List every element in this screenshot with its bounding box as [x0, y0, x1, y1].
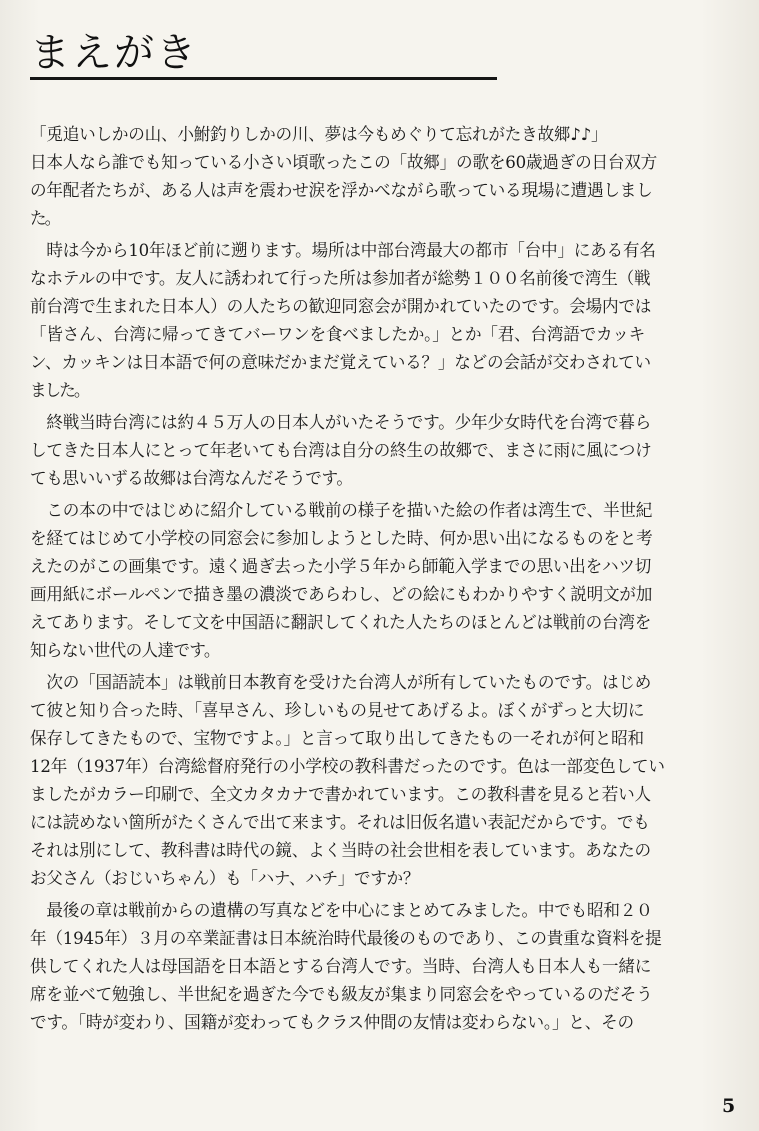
- title-underline: [30, 77, 497, 80]
- paragraph: [30, 408, 730, 492]
- paragraph: [30, 120, 730, 232]
- text-line: この本の中ではじめに紹介している戦前の様子を描いた絵の作者は湾生で、半世紀: [30, 500, 653, 520]
- text-line: なホテルの中です。友人に誘われて行った所は参加者が総勢１００名前後で湾生（戦: [30, 268, 651, 288]
- text-line: 知らない世代の人達です。: [30, 640, 220, 660]
- text-line: 日本人なら誰でも知っている小さい頃歌ったこの「故郷」の歌を60歳過ぎの日台双方: [30, 152, 658, 172]
- text-line: 前台湾で生まれた日本人）の人たちの歓迎同窓会が開かれていたのです。会場内では: [30, 296, 652, 316]
- text-line: 最後の章は戦前からの遺構の写真などを中心にまとめてみました。中でも昭和２０: [30, 900, 653, 920]
- text-line: 「皆さん、台湾に帰ってきてバーワンを食べましたか。」とか「君、台湾語でカッキ: [30, 324, 646, 344]
- text-line: た。: [30, 208, 60, 228]
- text-line: 年（1945年）３月の卒業証書は日本統治時代最後のものであり、この貴重な資料を提: [30, 928, 662, 948]
- text-line: 保存してきたもので、宝物ですよ。」と言って取り出してきたもの一それが何と昭和: [30, 728, 644, 748]
- text-line: 時は今から10年ほど前に遡ります。場所は中部台湾最大の都市「台中」にある有名: [30, 240, 656, 260]
- text-line: ました。: [30, 380, 89, 400]
- text-line: 「兎追いしかの山、小鮒釣りしかの川、夢は今もめぐりて忘れがたき故郷♪♪」: [30, 124, 608, 144]
- paragraph: [30, 896, 730, 1036]
- text-line: の年配者たちが、ある人は声を震わせ涙を浮かべながら歌っている現場に遭遇しまし: [30, 180, 653, 200]
- text-line: 席を並べて勉強し、半世紀を過ぎた今でも級友が集まり同窓会をやっているのだそう: [30, 984, 653, 1004]
- page-title: まえがき: [30, 30, 198, 76]
- text-line: してきた日本人にとって年老いても台湾は自分の終生の故郷で、まさに雨に風につけ: [30, 440, 652, 460]
- text-line: て彼と知り合った時、「喜早さん、珍しいもの見せてあげるよ。ぼくがずっと大切に: [30, 700, 645, 720]
- page-number: 5: [722, 1095, 736, 1117]
- text-line: それは別にして、教科書は時代の鏡、よく当時の社会世相を表しています。あなたの: [30, 840, 651, 860]
- paragraph: [30, 668, 730, 892]
- text-line: には読めない箇所がたくさんで出て来ます。それは旧仮名遣い表記だからです。でも: [30, 812, 650, 832]
- text-line: ン、カッキンは日本語で何の意味だかまだ覚えている？」などの会話が交わされてい: [30, 352, 651, 372]
- text-line: 画用紙にボールペンで描き墨の濃淡であらわし、どの絵にもわかりやすく説明文が加: [30, 584, 653, 604]
- text-line: ても思いいずる故郷は台湾なんだそうです。: [30, 468, 353, 488]
- text-line: を経てはじめて小学校の同窓会に参加しようとした時、何か思い出になるものをと考: [30, 528, 653, 548]
- text-line: 次の「国語読本」は戦前日本教育を受けた台湾人が所有していたものです。はじめ: [30, 672, 652, 692]
- body-text: [30, 120, 730, 1036]
- text-line: えたのがこの画集です。遠く過ぎ去った小学５年から師範入学までの思い出をハツ切: [30, 556, 652, 576]
- paragraph: [30, 496, 730, 664]
- text-line: 12年（1937年）台湾総督府発行の小学校の教科書だったのです。色は一部変色してい: [30, 756, 665, 776]
- text-line: です。「時が変わり、国籍が変わってもクラス仲間の友情は変わらない。」と、その: [30, 1012, 634, 1032]
- text-line: ましたがカラー印刷で、全文カタカナで書かれています。この教科書を見ると若い人: [30, 784, 651, 804]
- paragraph: [30, 236, 730, 404]
- text-line: 供してくれた人は母国語を日本語とする台湾人です。当時、台湾人も日本人も一緒に: [30, 956, 652, 976]
- text-line: 終戦当時台湾には約４５万人の日本人がいたそうです。少年少女時代を台湾で暮ら: [30, 412, 652, 432]
- text-line: お父さん（おじいちゃん）も「ハナ、ハチ」ですか？: [30, 868, 420, 888]
- text-line: えてあります。そして文を中国語に翻訳してくれた人たちのほとんどは戦前の台湾を: [30, 612, 652, 632]
